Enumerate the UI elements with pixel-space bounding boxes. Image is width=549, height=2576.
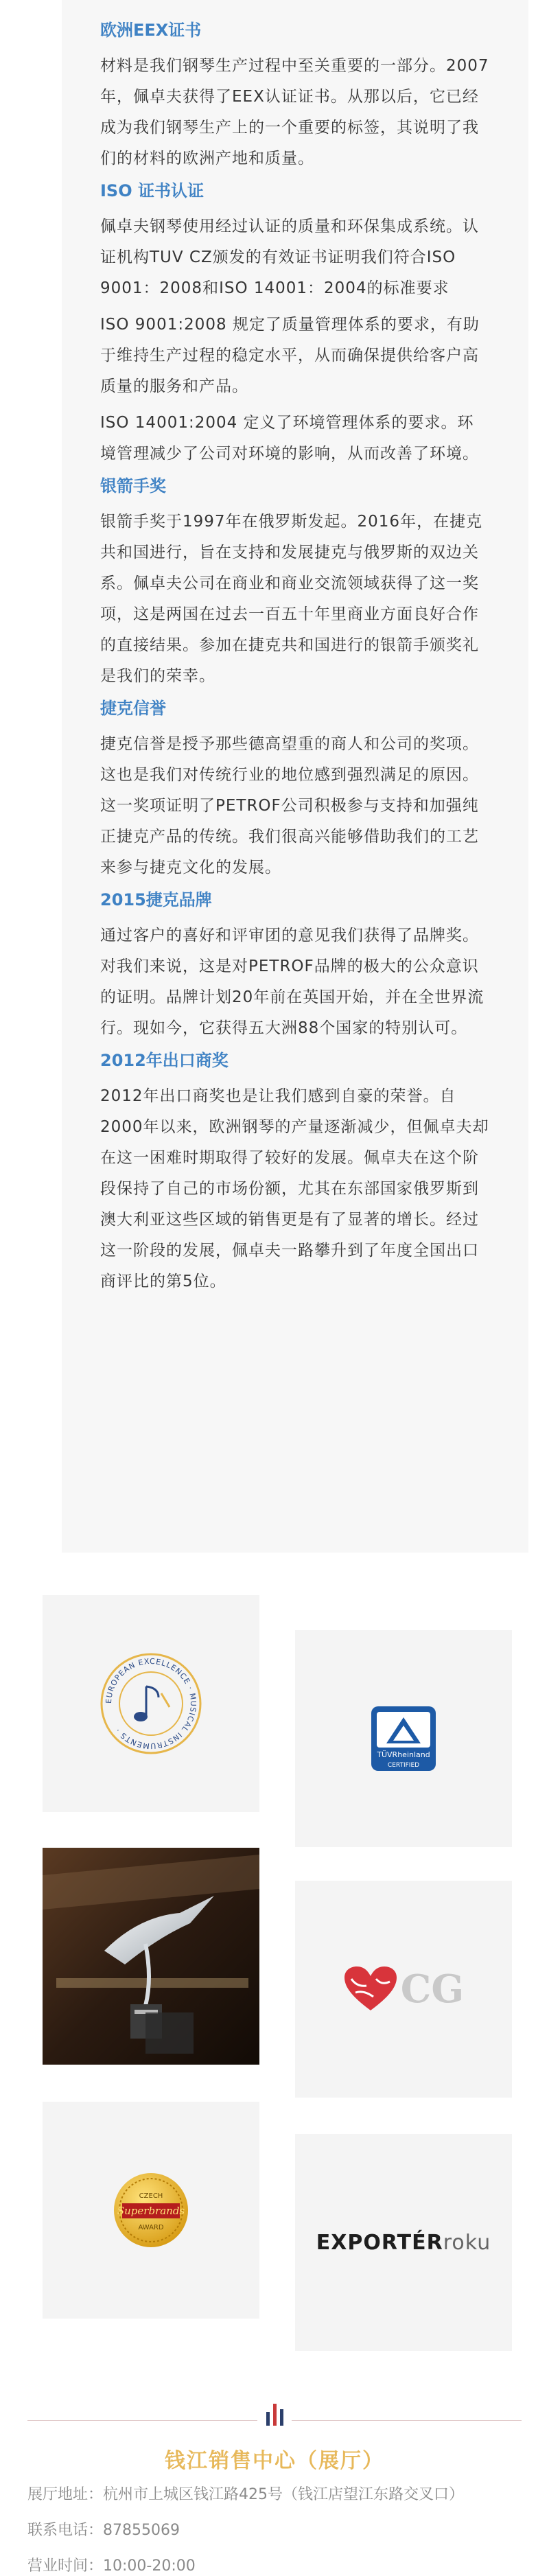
heart-icon <box>343 1965 398 2013</box>
divider <box>27 2420 257 2421</box>
section-iso <box>100 180 490 469</box>
award-logo-gallery <box>0 1553 549 2393</box>
exporter-main-text: EXPORTÉR <box>316 2230 443 2255</box>
superbrands-seal-icon <box>110 2169 192 2251</box>
superbrands-main-text: Superbrands <box>117 2205 185 2217</box>
section-paragraph: 捷克信誉是授予那些德高望重的商人和公司的奖项。这也是我们对传统行业的地位感到强烈满足的原因。这一奖项证明了PETROF公司积极参与支持和加强纯正捷克产品的传统。我们很高兴能够借助我们的工艺来参与捷克文化的发展。 <box>100 735 479 877</box>
cg-logo-text: CG <box>400 1966 465 2012</box>
tuv-logo-card <box>295 1630 512 1847</box>
section-title: ISO 证书认证 <box>100 181 204 200</box>
article-body <box>62 0 528 1553</box>
divider <box>292 2420 522 2421</box>
exporter-logo-card <box>295 2134 512 2351</box>
superbrands-logo-card <box>43 2102 259 2319</box>
eex-ring-text: EUROPEAN EXCELLENCE · MUSICAL INSTRUMENTS · <box>104 1656 198 1751</box>
section-paragraph: 银箭手奖于1997年在俄罗斯发起。2016年，在捷克共和国进行，旨在支持和发展捷克与俄罗斯的双边关系。佩卓夫公司在商业和商业交流领域获得了这一奖项，这是两国在过去一百五十年里商业方面良好合作的直接结果。参加在捷克共和国进行的银箭手颁奖礼是我们的荣幸。 <box>100 513 483 685</box>
store-name: 钱江销售中心（展厅） <box>165 2449 384 2473</box>
section-paragraph: 佩卓夫钢琴使用经过认证的质量和环保集成系统。认证机构TUV CZ颁发的有效证书证明我们符合ISO 9001：2008和ISO 14001：2004的标准要求 <box>100 218 479 297</box>
store-address: 展厅地址：杭州市上城区钱江路425号（钱江店望江东路交叉口） <box>27 2486 464 2503</box>
tuv-sub-text: CERTIFIED <box>387 1762 420 1769</box>
section-paragraph: 材料是我们钢琴生产过程中至关重要的一部分。2007年，佩卓夫获得了EEX认证证书。从那以后，它已经成为我们钢琴生产上的一个重要的标签，其说明了我们的材料的欧洲产地和质量。 <box>100 57 489 167</box>
section-czech-brand <box>100 889 490 1044</box>
store-footer <box>0 2393 549 2576</box>
section-title: 2012年出口商奖 <box>100 1051 229 1070</box>
section-title: 银箭手奖 <box>100 476 166 496</box>
bars-icon <box>266 2402 285 2426</box>
store-hours: 营业时间：10:00-20:00 <box>27 2557 196 2575</box>
exporter-logo <box>316 2231 491 2255</box>
czech-reputation-logo-card <box>295 1881 512 2098</box>
superbrands-top-text: CZECH <box>139 2192 163 2200</box>
exporter-roku-text: roku <box>443 2230 491 2255</box>
svg-text:EUROPEAN EXCELLENCE · MUSICAL <box>104 1657 198 1750</box>
section-silver-archer <box>100 475 490 692</box>
eex-logo-card <box>43 1595 259 1812</box>
section-title: 捷克信誉 <box>100 699 166 718</box>
tuv-text: TÜVRheinland <box>377 1750 430 1759</box>
section-paragraph: 2012年出口商奖也是让我们感到自豪的荣誉。自2000年以来，欧洲钢琴的产量逐渐减少，但佩卓夫却在这一困难时期取得了较好的发展。佩卓夫在这个阶段保持了自己的市场份额，尤其在东部国家俄罗斯到澳大利亚这些区域的销售更是有了显著的增长。经过这一阶段的发展，佩卓夫一路攀升到了年度全国出口商评比的第5位。 <box>100 1087 489 1290</box>
store-phone[interactable]: 联系电话：87855069 <box>27 2522 180 2539</box>
section-paragraph: ISO 9001:2008 规定了质量管理体系的要求，有助于维持生产过程的稳定水平，从而确保提供给客户高质量的服务和产品。 <box>100 316 480 395</box>
section-title: 欧洲EEX证书 <box>100 21 202 40</box>
section-exporter-award <box>100 1049 490 1297</box>
section-eex <box>100 19 490 174</box>
silver-archer-photo <box>43 1848 259 2065</box>
section-title: 2015捷克品牌 <box>100 890 212 909</box>
trophy-image <box>43 1848 259 2065</box>
tuv-certified-logo <box>366 1701 441 1776</box>
section-paragraph: 通过客户的喜好和评审团的意见我们获得了品牌奖。对我们来说，这是对PETROF品牌的极大的公众意识的证明。品牌计划20年前在英国开始，并在全世界流行。现如今，它获得五大洲88个国家的特别认可。 <box>100 927 484 1037</box>
section-czech-reputation <box>100 697 490 883</box>
section-paragraph: ISO 14001:2004 定义了环境管理体系的要求。环境管理减少了公司对环境的影响，从而改善了环境。 <box>100 414 479 463</box>
superbrands-sub-text: AWARD <box>138 2224 164 2231</box>
eex-logo <box>93 1645 209 1762</box>
